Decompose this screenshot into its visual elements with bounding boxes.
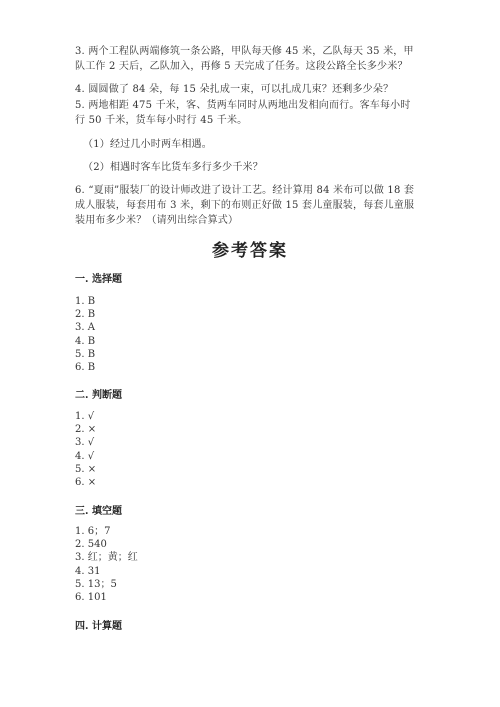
list-item: 3. √ [75,437,95,449]
choice-answer-list [75,295,95,374]
question-5-part-1: （1）经过几小时两车相遇。 [83,139,212,150]
question-4: 4. 圆圆做了 84 朵，每 15 朵扎成一束，可以扎成几束？还剩多少朵？ [75,84,394,95]
question-6: 6. “夏雨”服装厂的设计师改进了设计工艺。经计算用 84 米布可以做 18 套成人服装，每套用布 3 米，剩下的布则正好做 15 套儿童服装，每套儿童服装用布多少米？（请列出综合算式） [75,185,415,226]
list-item: 5. 13；5 [75,578,117,590]
fill-answer-list [75,525,138,604]
question-5-part-2: （2）相遇时客车比货车多行多少千米？ [83,162,263,173]
list-item: 6. B [75,362,96,374]
list-item: 2. B [75,309,96,321]
list-item: 6. × [75,477,97,489]
list-item: 1. √ [75,411,95,422]
section-heading-fill: 三. 填空题 [75,506,122,517]
list-item: 4. √ [75,450,95,462]
question-3: 3. 两个工程队两端修筑一条公路，甲队每天修 45 米，乙队每天 35 米，甲队工作 2 天后，乙队加入，再修 5 天完成了任务。这段公路全长多少米？ [75,46,414,72]
list-item: 4. 31 [75,565,101,577]
list-item: 5. × [75,463,97,475]
section-heading-calc: 四. 计算题 [75,621,122,632]
list-item: 6. 101 [75,592,107,604]
section-heading-choice: 一. 选择题 [75,274,122,285]
list-item: 2. 540 [75,539,107,551]
list-item: 4. B [75,335,96,347]
list-item: 1. B [75,296,96,307]
answers-title: 参考答案 [212,241,288,261]
list-item: 5. B [75,348,96,360]
section-heading-judge: 二. 判断题 [75,390,122,401]
list-item: 3. 红；黄；红 [75,552,138,564]
judge-answer-list [75,410,96,489]
question-5: 5. 两地相距 475 千米，客、货两车同时从两地出发相向而行。客车每小时行 50 千米，货车每小时行 45 千米。 [75,100,411,126]
list-item: 2. × [75,424,97,436]
list-item: 3. A [75,322,95,334]
list-item: 1. 6；7 [75,526,111,537]
